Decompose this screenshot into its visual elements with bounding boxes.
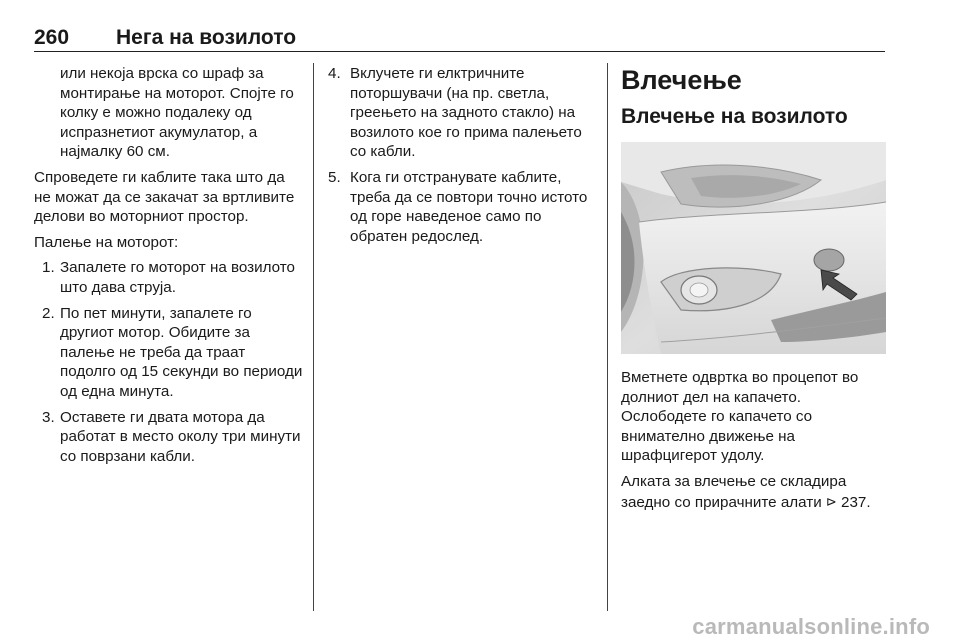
car-front-bumper-illustration <box>621 142 886 354</box>
subsection-title: Влечење на возилото <box>621 105 848 128</box>
column-1 <box>34 64 304 472</box>
list-item <box>328 168 596 246</box>
list-item <box>34 258 304 297</box>
watermark: carmanualsonline.info <box>692 614 930 639</box>
page-header-title: Нега на возилото <box>116 26 297 49</box>
list-item <box>34 408 304 467</box>
continued-paragraph: или некоја врска со шраф за монтирање на моторот. Спојте го колку е можно подалеку од испразнетиот акумулатор, а најмалку 60 см. <box>60 65 294 161</box>
towing-eye-paragraph <box>621 472 887 512</box>
page-reference-arrow-icon: ⊳ <box>825 493 837 509</box>
cover-removal-paragraph: Вметнете одвртка во процепот во долниот дел на капачето. Ослободете го капачето со внимателно движење на шрафцигерот удолу. <box>621 369 859 465</box>
list-item-number: 4. <box>328 65 341 82</box>
list-item-number: 5. <box>328 168 341 186</box>
towing-eye-text: Алката за влечење се складира заедно со прирачните алати <box>621 472 847 511</box>
page-number: 260 <box>34 26 70 49</box>
list-item-number: 1. <box>42 259 55 277</box>
column-2 <box>328 64 596 252</box>
column-divider-2 <box>607 63 608 611</box>
engine-start-heading: Палење на моторот: <box>34 233 179 251</box>
list-item-text: Оставете ги двата мотора да работат в место околу три минути со поврзани кабли. <box>60 408 301 465</box>
cable-routing-paragraph: Спроведете ги каблите така што да не можат да се закачат за вртливите делови во моторниот простор. <box>34 168 295 226</box>
list-item-text: Запалете го моторот на возилото што дава струја. <box>60 259 295 296</box>
section-title: Влечење <box>621 65 742 95</box>
header-divider <box>34 51 885 52</box>
list-item <box>328 64 596 162</box>
list-item-number: 2. <box>42 304 55 322</box>
column-divider-1 <box>313 63 314 611</box>
page-reference-number: 237. <box>836 493 871 511</box>
list-item-number: 3. <box>42 408 55 426</box>
list-item-text: По пет минути, запалете го другиот мотор. Обидите за палење не треба да траат подолго од 15 секунди во периоди од една минута. <box>60 304 303 400</box>
column-3 <box>621 64 887 518</box>
list-item <box>34 304 304 402</box>
list-item-text: Вклучете ги елктричните поторшувачи (на пр. светла, греењето на задното стакло) на возилото кое го прима палењето со кабли. <box>350 65 582 161</box>
list-item-text: Кога ги отстранувате каблите, треба да се повтори точно истото од горе наведеное само по обратен редослед. <box>350 168 588 245</box>
